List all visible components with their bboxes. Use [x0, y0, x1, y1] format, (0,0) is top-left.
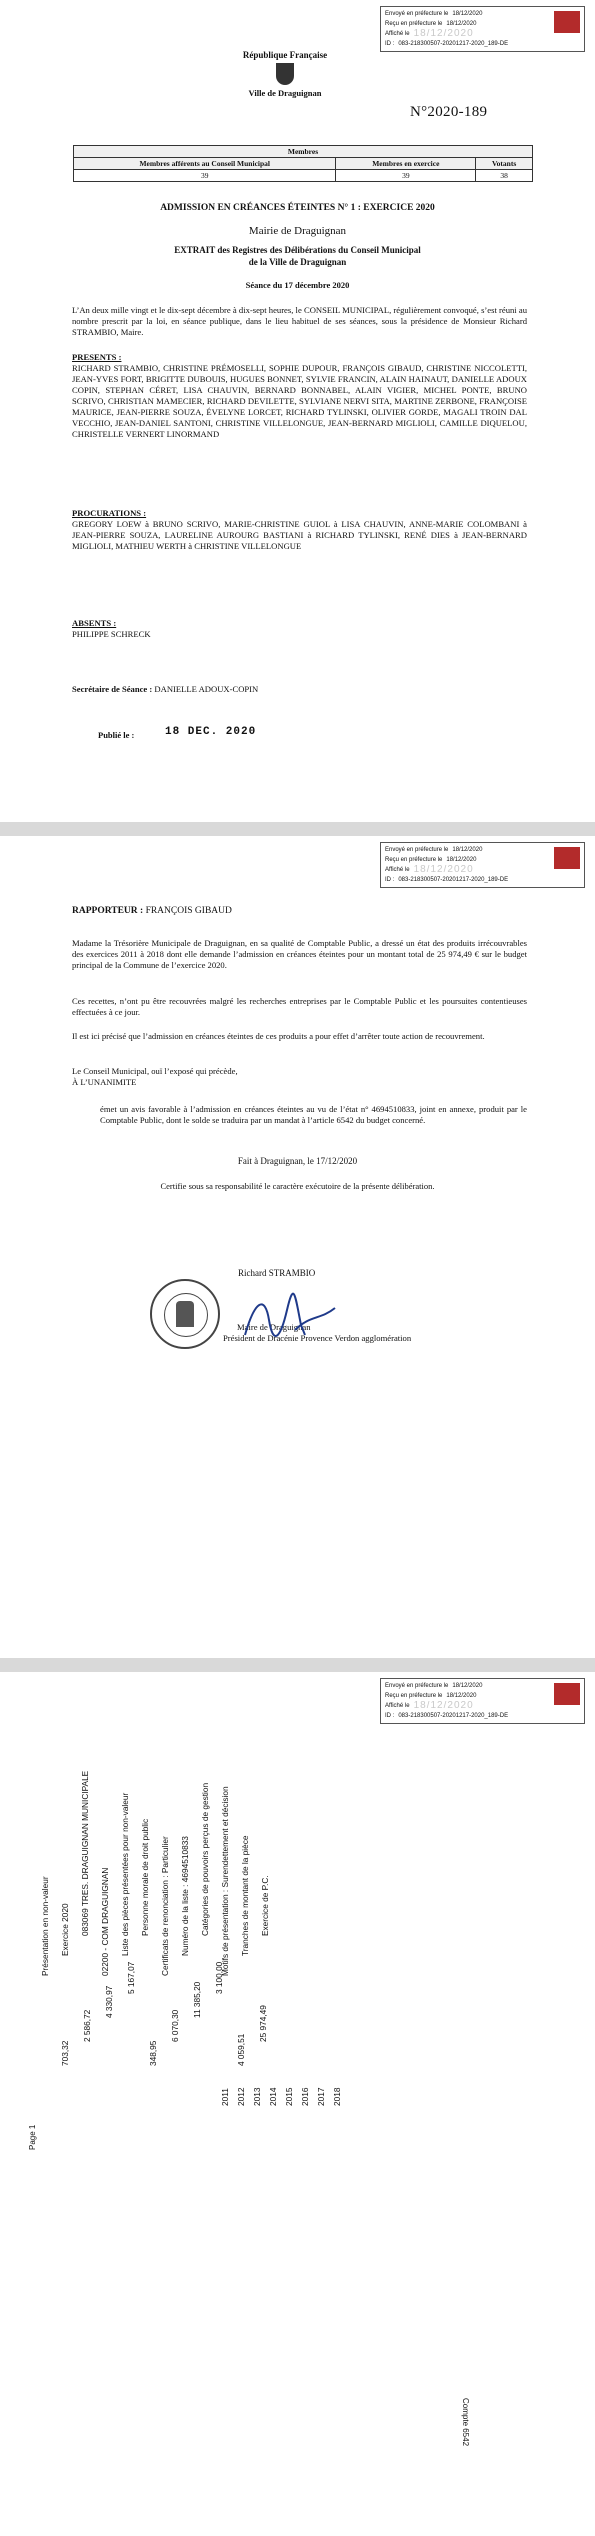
city-crest-icon	[276, 63, 294, 85]
paragraph-3: Il est ici précisé que l’admission en créances éteintes de ces produits a pour effet d’arrêter toute action de recouvrement.	[72, 1031, 485, 1041]
membres-table	[73, 145, 533, 182]
stamp-recu-label: Reçu en préfecture le	[385, 1693, 443, 1699]
annex-header-line: Motifs de présentation : Surendettement et décision	[220, 1786, 230, 1976]
stamp-recu-date: 18/12/2020	[446, 1693, 477, 1699]
membres-header: Membres	[74, 146, 533, 158]
presents-section	[72, 352, 527, 440]
annex-year: 2016	[300, 2087, 310, 2106]
annex-amount: 11 385,20	[192, 1981, 202, 2018]
rapporteur-label: RAPPORTEUR :	[72, 906, 144, 916]
annex-amount: 25 974,49	[258, 2005, 268, 2042]
annex-year: 2018	[332, 2087, 342, 2106]
annex-header-line: Personne morale de droit public	[140, 1818, 150, 1936]
stamp-affiche-date: 18/12/2020	[413, 865, 474, 875]
annex-header-line: Tranches de montant de la pièce	[240, 1835, 250, 1956]
paragraph-4a: Le Conseil Municipal, ouï l’exposé qui précède,	[72, 1066, 238, 1076]
stamp-recu-label: Reçu en préfecture le	[385, 21, 443, 27]
stamp-recu-label: Reçu en préfecture le	[385, 857, 443, 863]
annex-header-line: 083069 TRES. DRAGUIGNAN MUNICIPALE	[80, 1770, 90, 1936]
membres-v1: 39	[74, 170, 336, 182]
annex-header-line: Liste des pièces présentées pour non-valeur	[120, 1792, 130, 1956]
secretaire-section	[72, 684, 527, 695]
absents-section	[72, 618, 527, 640]
paragraph-5: émet un avis favorable à l’admission en créances éteintes au vu de l’état n° 4694510833, joint en annexe, produit par le Comptable Public, dont le solde se traduira par un mandat à l’article 6542 du budget concerné.	[100, 1104, 527, 1125]
rapporteur-name: FRANÇOIS GIBAUD	[145, 906, 232, 916]
signataire: Richard STRAMBIO	[238, 1268, 316, 1278]
annex-amount: 6 070,30	[170, 2009, 180, 2042]
membres-col3: Votants	[476, 158, 533, 170]
compte-label: Compte 6542	[461, 2398, 470, 2447]
membres-v2: 39	[336, 170, 476, 182]
presents-list: RICHARD STRAMBIO, CHRISTINE PRÉMOSELLI, SOPHIE DUPOUR, FRANÇOIS GIBAUD, CHRISTINE NICCOLETTI, JEAN-YVES FORT, BRIGITTE DUBOUIS, HUGUES BONNET, SYLVIE FRANCIN, ALAIN HAINAUT, DANIELLE ADOUX COPIN, STEPHAN CÉRET, LISA CHAUVIN, BERNARD BONNABEL, ALAIN VIGIER, MICHEL PONTE, BRUNO SCRIVO, CHRISTIAN MAMECIER, RICHARD DEVILETTE, SYLVIANE NERVI SITA, MARTINE ZERBONE, FRANÇOISE MAURICE, JEAN-PIERRE SOUZA, ÉVELYNE LORCET, RICHARD TYLINSKI, OLIVIER GORDE, MAGALI TROIN DAL VECCHIO, JEAN-DANIEL SANTONI, CHRISTINE VILLELONGUE, JEAN-BERNARD MIGLIOLI, CAMILLE DIQUELOU, CHRISTELLE VERNERT LINORMAND	[72, 363, 527, 439]
extrait-line2: de la Ville de Draguignan	[248, 257, 347, 267]
stamp-envoye-date: 18/12/2020	[452, 11, 483, 17]
page-3-annex	[0, 1672, 595, 2536]
annex-header-line: Exercice 2020	[60, 1903, 70, 1956]
stamp-affiche-label: Affiché le	[385, 867, 410, 873]
stamp-affiche-date: 18/12/2020	[413, 1701, 474, 1711]
annex-header-line: Certificats de renonciation : Particulier	[160, 1836, 170, 1976]
stamp-envoye-label: Envoyé en préfecture le	[385, 11, 449, 17]
republique-label: République Française	[242, 50, 328, 60]
paragraph-2: Ces recettes, n’ont pu être recouvrées malgré les recherches entreprises par le Comptable Public et les poursuites contentieuses effectuées à ce jour.	[72, 996, 527, 1017]
procurations-list: GREGORY LOEW à BRUNO SCRIVO, MARIE-CHRISTINE GUIOL à LISA CHAUVIN, ANNE-MARIE COLOMBANI à JEAN-PIERRE SOUZA, LAURELINE AUROURG BASTIANI à RICHARD TYLINSKI, RENÉ DIES à JEAN-BERNARD MIGLIOLI, MATHIEU WERTH à CHRISTINE VILLELONGUE	[72, 519, 527, 551]
annex-amount: 2 586,72	[82, 2009, 92, 2042]
annex-amount: 4 330,97	[104, 1985, 114, 2018]
stamp-affiche-date: 18/12/2020	[413, 29, 474, 39]
extrait-line1: EXTRAIT des Registres des Délibérations du Conseil Municipal	[174, 245, 421, 255]
page-1	[0, 0, 595, 822]
signataire-titre2: Président de Dracénie Provence Verdon agglomération	[223, 1333, 412, 1343]
annex-year: 2017	[316, 2087, 326, 2106]
ville-label: Ville de Draguignan	[248, 88, 322, 98]
stamp-flag-icon	[554, 847, 580, 869]
stamp-recu-date: 18/12/2020	[446, 21, 477, 27]
signataire-titre1: Maire de Draguignan	[237, 1322, 311, 1332]
prefecture-stamp-2	[380, 842, 585, 888]
annex-header-line: Catégories de pouvoirs perçus de gestion	[200, 1782, 210, 1936]
stamp-envoye-date: 18/12/2020	[452, 1683, 483, 1689]
annex-header-line: 02200 - COM DRAGUIGNAN	[100, 1867, 110, 1976]
paragraph-1: Madame la Trésorière Municipale de Draguignan, en sa qualité de Comptable Public, a dressé un état des produits irrécouvrables des exercices 2011 à 2018 dont elle demande l’admission en créances éteintes pour un montant total de 25 974,49 € sur le budget principal de la Commune de l’exercice 2020.	[72, 938, 527, 970]
seance-date: Séance du 17 décembre 2020	[245, 280, 350, 290]
annex-amount: 703,32	[60, 2040, 70, 2066]
stamp-flag-icon	[554, 11, 580, 33]
stamp-envoye-label: Envoyé en préfecture le	[385, 1683, 449, 1689]
page-number-label: Page 1	[28, 2124, 37, 2150]
procurations-section	[72, 508, 527, 552]
presents-label: PRESENTS :	[72, 352, 122, 362]
secretaire-name: DANIELLE ADOUX-COPIN	[154, 684, 259, 694]
annex-amount: 4 059,51	[236, 2033, 246, 2066]
deliberation-title: ADMISSION EN CRÉANCES ÉTEINTES N° 1 : EXERCICE 2020	[160, 203, 435, 213]
page-2	[0, 836, 595, 1658]
stamp-envoye-label: Envoyé en préfecture le	[385, 847, 449, 853]
stamp-recu-date: 18/12/2020	[446, 857, 477, 863]
secretaire-label: Secrétaire de Séance :	[72, 684, 153, 694]
handwritten-signature	[235, 1290, 345, 1345]
rapporteur-line	[72, 906, 527, 917]
paragraph-4b: À L’UNANIMITE	[72, 1077, 137, 1087]
republique-seal-icon	[150, 1279, 220, 1349]
stamp-id-value: 083-218300507-20201217-2020_189-DE	[398, 41, 509, 47]
publie-date-stamp: 18 DEC. 2020	[165, 726, 257, 738]
stamp-affiche-label: Affiché le	[385, 1703, 410, 1709]
annex-year: 2012	[236, 2087, 246, 2106]
annex-amount: 348,95	[148, 2040, 158, 2066]
stamp-affiche-label: Affiché le	[385, 31, 410, 37]
annex-header-line: Présentation en non-valeur	[40, 1876, 50, 1976]
membres-col2: Membres en exercice	[336, 158, 476, 170]
intro-paragraph: L’An deux mille vingt et le dix-sept décembre à dix-sept heures, le CONSEIL MUNICIPAL, régulièrement convoqué, s’est réuni au nombre prescrit par la loi, en séance publique, dans le lieu habituel de ses séances, sous la présidence de Monsieur Richard STRAMBIO, Maire.	[72, 305, 527, 337]
annex-amount: 5 167,07	[126, 1961, 136, 1994]
mairie-label: Mairie de Draguignan	[248, 225, 347, 237]
stamp-id-label: ID :	[385, 41, 395, 47]
deliberation-number: N°2020-189	[410, 104, 488, 120]
rotated-annex-table	[0, 1672, 595, 2536]
absents-label: ABSENTS :	[72, 618, 117, 628]
annex-year: 2011	[220, 2088, 230, 2106]
procurations-label: PROCURATIONS :	[72, 508, 147, 518]
stamp-id-value: 083-218300507-20201217-2020_189-DE	[398, 1713, 509, 1719]
membres-col1: Membres afférents au Conseil Municipal	[74, 158, 336, 170]
stamp-envoye-date: 18/12/2020	[452, 847, 483, 853]
annex-year: 2014	[268, 2087, 278, 2106]
prefecture-stamp	[380, 6, 585, 52]
annex-header-line: Exercice de P.C.	[260, 1875, 270, 1936]
stamp-id-label: ID :	[385, 877, 395, 883]
stamp-id-value: 083-218300507-20201217-2020_189-DE	[398, 877, 509, 883]
membres-v3: 38	[476, 170, 533, 182]
certifie-line: Certifie sous sa responsabilité le caractère exécutoire de la présente délibération.	[160, 1181, 435, 1191]
annex-year: 2015	[284, 2087, 294, 2106]
annex-header-line: Numéro de la liste : 4694510833	[180, 1836, 190, 1956]
fait-a: Fait à Draguignan, le 17/12/2020	[237, 1156, 358, 1166]
letterhead	[190, 50, 380, 98]
publie-label: Publié le :	[98, 730, 135, 740]
annex-amount: 3 100,00	[214, 1961, 224, 1994]
stamp-id-label: ID :	[385, 1713, 395, 1719]
absents-list: PHILIPPE SCHRECK	[72, 629, 151, 639]
annex-year: 2013	[252, 2087, 262, 2106]
